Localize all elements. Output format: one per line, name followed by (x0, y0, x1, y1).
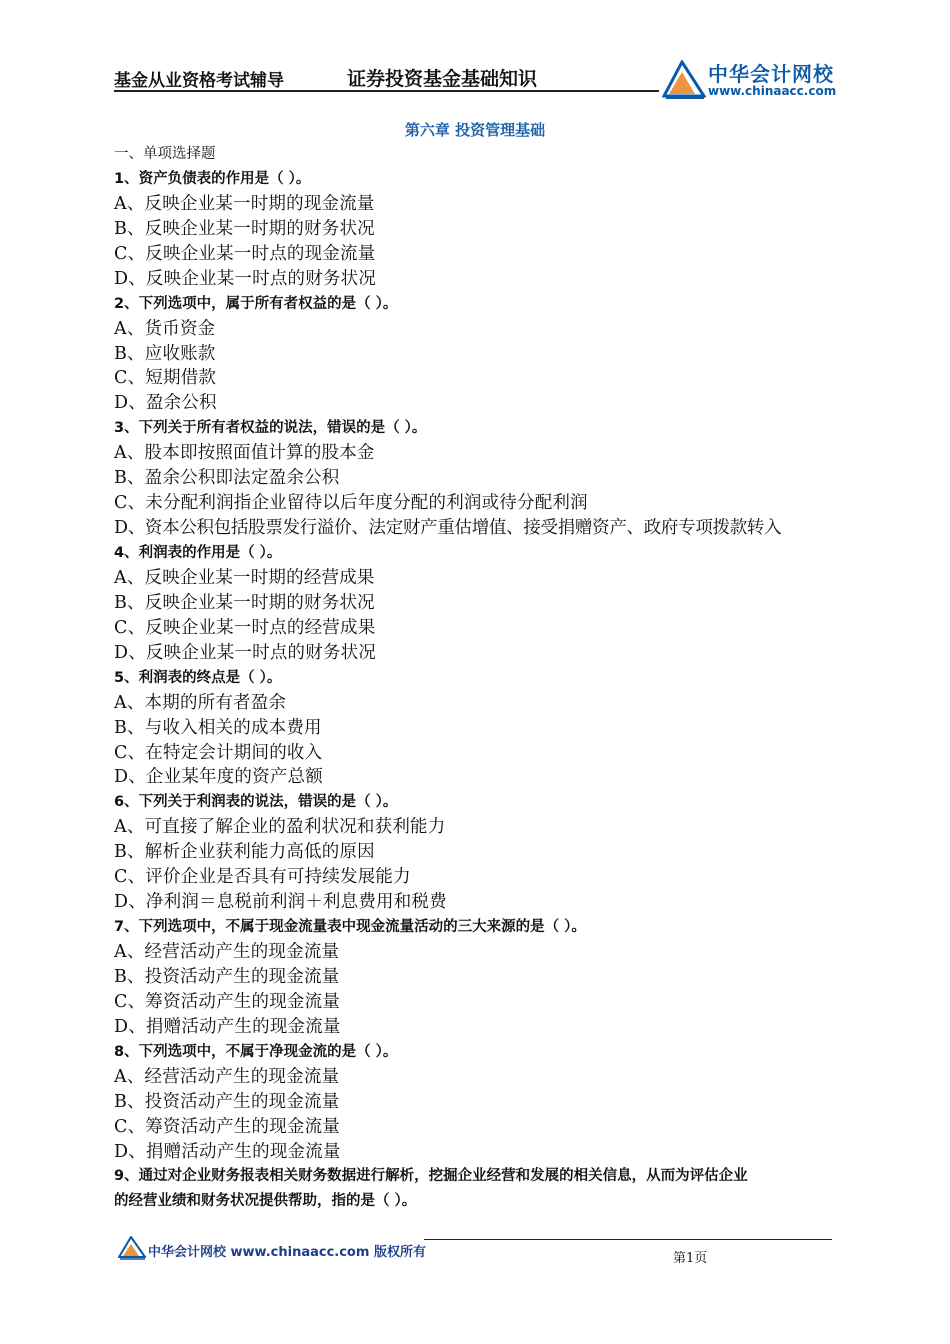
answer-option: A、股本即按照面值计算的股本金 (114, 443, 375, 464)
question-text: 7、下列选项中，不属于现金流量表中现金流量活动的三大来源的是（ ）。 (114, 919, 586, 936)
answer-option: A、反映企业某一时期的现金流量 (114, 193, 375, 214)
answer-option: A、经营活动产生的现金流量 (114, 1066, 340, 1087)
chinaacc-logo (662, 58, 842, 102)
answer-option: A、本期的所有者盈余 (114, 692, 287, 713)
question-text: 9、通过对企业财务报表相关财务数据进行解析，挖掘企业经营和发展的相关信息，从而为评估企业 (114, 1168, 748, 1185)
answer-option: D、净利润＝息税前利润＋利息费用和税费 (114, 892, 447, 913)
answer-option: D、捐赠活动产生的现金流量 (114, 1141, 341, 1162)
answer-option: C、筹资活动产生的现金流量 (114, 991, 340, 1012)
question-text: 5、利润表的终点是（ ）。 (114, 669, 282, 686)
answer-option: B、反映企业某一时期的财务状况 (114, 218, 375, 239)
answer-option: D、资本公积包括股票发行溢价、法定财产重估增值、接受捐赠资产、政府专项拨款转入 (114, 518, 782, 539)
question-text: 6、下列关于利润表的说法，错误的是（ ）。 (114, 794, 398, 811)
question-list (114, 142, 854, 1214)
answer-option: C、反映企业某一时点的经营成果 (114, 617, 376, 638)
answer-option: C、评价企业是否具有可持续发展能力 (114, 867, 411, 888)
answer-option: B、解析企业获利能力高低的原因 (114, 842, 375, 863)
logo-name: 中华会计网校 (708, 62, 834, 86)
answer-option: D、反映企业某一时点的财务状况 (114, 268, 377, 289)
answer-option: B、投资活动产生的现金流量 (114, 1091, 340, 1112)
answer-option: D、捐赠活动产生的现金流量 (114, 1016, 341, 1037)
answer-option: D、企业某年度的资产总额 (114, 767, 323, 788)
question-text: 4、利润表的作用是（ ）。 (114, 545, 282, 561)
answer-option: B、投资活动产生的现金流量 (114, 966, 340, 987)
answer-option: B、与收入相关的成本费用 (114, 717, 322, 738)
answer-option: D、盈余公积 (114, 393, 217, 414)
answer-option: C、筹资活动产生的现金流量 (114, 1116, 340, 1137)
answer-option: B、反映企业某一时期的财务状况 (114, 592, 375, 613)
logo-url: www.chinaacc.com (708, 84, 837, 98)
page-header (114, 62, 838, 102)
answer-option: C、短期借款 (114, 368, 217, 389)
answer-option: B、盈余公积即法定盈余公积 (114, 468, 340, 489)
chapter-title: 第六章 投资管理基础 (404, 121, 546, 139)
exam-title: 基金从业资格考试辅导 (114, 71, 284, 91)
answer-option: A、经营活动产生的现金流量 (114, 942, 340, 962)
question-text: 的经营业绩和财务状况提供帮助，指的是（ ）。 (114, 1193, 417, 1210)
footer-logo-icon (118, 1236, 146, 1260)
footer-divider (424, 1239, 832, 1240)
section-heading: 一、单项选择题 (114, 146, 216, 162)
answer-option: A、货币资金 (114, 318, 216, 339)
answer-option: D、反映企业某一时点的财务状况 (114, 642, 377, 663)
answer-option: C、反映企业某一时点的现金流量 (114, 243, 376, 264)
question-text: 8、下列选项中，不属于净现金流的是（ ）。 (114, 1043, 398, 1060)
header-divider (114, 90, 659, 92)
answer-option: C、未分配利润指企业留待以后年度分配的利润或待分配利润 (114, 493, 588, 514)
question-text: 2、下列选项中，属于所有者权益的是（ ）。 (114, 295, 398, 312)
subject-title: 证券投资基金基础知识 (347, 68, 538, 90)
page-number: 第1页 (673, 1251, 708, 1266)
answer-option: B、应收账款 (114, 343, 216, 364)
logo-triangle-icon (662, 60, 706, 100)
question-text: 3、下列关于所有者权益的说法，错误的是（ ）。 (114, 420, 427, 437)
answer-option: A、可直接了解企业的盈利状况和获利能力 (114, 817, 446, 838)
question-text: 1、资产负债表的作用是（ ）。 (114, 170, 311, 187)
footer-copyright: 中华会计网校 www.chinaacc.com 版权所有 (148, 1245, 426, 1260)
answer-option: C、在特定会计期间的收入 (114, 742, 323, 763)
answer-option: A、反映企业某一时期的经营成果 (114, 567, 375, 588)
